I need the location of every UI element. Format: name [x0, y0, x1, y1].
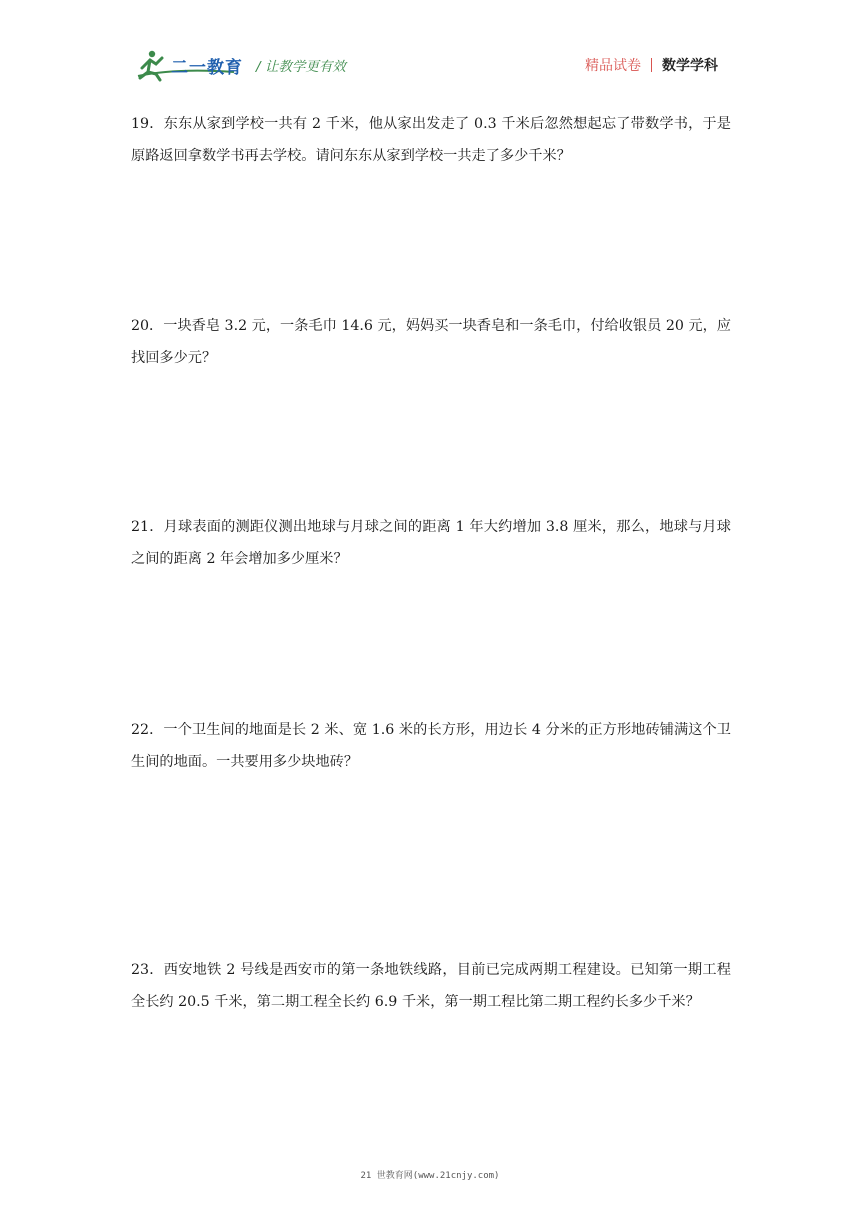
question-text: 月球表面的测距仪测出地球与月球之间的距离 1 年大约增加 3.8 厘米，那么，地球与月球之间的距离 2 年会增加多少厘米？ — [131, 519, 731, 567]
question-number: 20． — [131, 318, 164, 334]
page-header — [0, 0, 860, 100]
question-19 — [131, 108, 731, 172]
question-text: 东东从家到学校一共有 2 千米，他从家出发走了 0.3 千米后忽然想起忘了带数学书，于是原路返回拿数学书再去学校。请问东东从家到学校一共走了多少千米？ — [131, 116, 731, 164]
header-badges — [585, 55, 718, 75]
question-number: 22． — [131, 722, 164, 738]
badge-premium-paper: 精品试卷 — [585, 58, 641, 74]
badge-subject: 数学学科 — [662, 58, 718, 74]
header-divider — [651, 58, 652, 72]
question-number: 19． — [131, 116, 164, 132]
question-text: 一个卫生间的地面是长 2 米、宽 1.6 米的长方形，用边长 4 分米的正方形地砖铺满这个卫生间的地面。一共要用多少块地砖？ — [131, 722, 731, 770]
question-21 — [131, 511, 731, 575]
question-20 — [131, 310, 731, 374]
question-text: 一块香皂 3.2 元，一条毛巾 14.6 元，妈妈买一块香皂和一条毛巾，付给收银员 20 元，应找回多少元？ — [131, 318, 731, 366]
logo-wordmark: 二一教育 — [171, 58, 243, 78]
question-text: 西安地铁 2 号线是西安市的第一条地铁线路，目前已完成两期工程建设。已知第一期工程全长约 20.5 千米，第二期工程全长约 6.9 千米，第一期工程比第二期工程约长多少千米？ — [131, 962, 731, 1010]
question-number: 21． — [131, 519, 164, 535]
question-23 — [131, 954, 731, 1018]
header-slogan: / 让教学更有效 — [256, 59, 346, 75]
page-footer: 21 世教育网(www.21cnjy.com) — [360, 1171, 500, 1181]
question-22 — [131, 714, 731, 778]
question-number: 23． — [131, 962, 164, 978]
